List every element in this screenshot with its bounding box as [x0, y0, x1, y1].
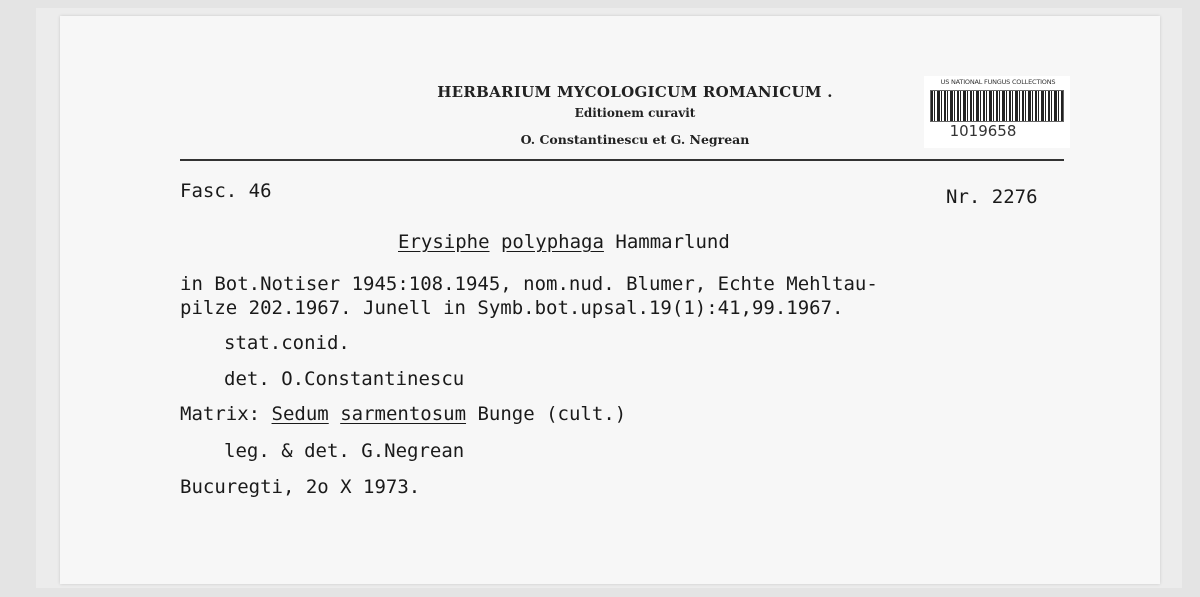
- matrix-genus: Sedum: [271, 403, 329, 425]
- matrix-rest: Bunge (cult.): [477, 403, 627, 425]
- taxon-species: polyphaga: [500, 231, 604, 253]
- taxon-name: [398, 231, 730, 253]
- stat-conid: stat.conid.: [224, 332, 350, 354]
- citation-line-2: pilze 202.1967. Junell in Symb.bot.upsal.19(1):41,99.1967.: [180, 297, 844, 319]
- matrix-species: sarmentosum: [340, 403, 467, 425]
- barcode-icon: [930, 90, 1064, 122]
- taxon-author: Hammarlund: [615, 231, 730, 253]
- determiner: det. O.Constantinescu: [224, 368, 465, 390]
- collector: leg. & det. G.Negrean: [224, 440, 465, 462]
- header-editors: O. Constantinescu et G. Negrean: [520, 132, 750, 147]
- citation-line-1: in Bot.Notiser 1945:108.1945, nom.nud. Blumer, Echte Mehltau-: [180, 273, 878, 295]
- barcode-caption: US NATIONAL FUNGUS COLLECTIONS: [940, 78, 1056, 86]
- header-title: HERBARIUM MYCOLOGICUM ROMANICUM .: [437, 83, 833, 101]
- barcode-number: 1019658: [949, 122, 1017, 140]
- header-divider: [180, 159, 1064, 161]
- taxon-genus: Erysiphe: [398, 231, 490, 253]
- header-subtitle: Editionem curavit: [574, 106, 696, 120]
- specimen-number: Nr. 2276: [946, 186, 1038, 208]
- fascicle: Fasc. 46: [180, 180, 272, 202]
- matrix-label: Matrix:: [180, 403, 261, 425]
- locality-date: Bucuregti, 2o X 1973.: [180, 476, 421, 498]
- matrix-line: [180, 403, 626, 425]
- barcode-sticker: [924, 76, 1070, 148]
